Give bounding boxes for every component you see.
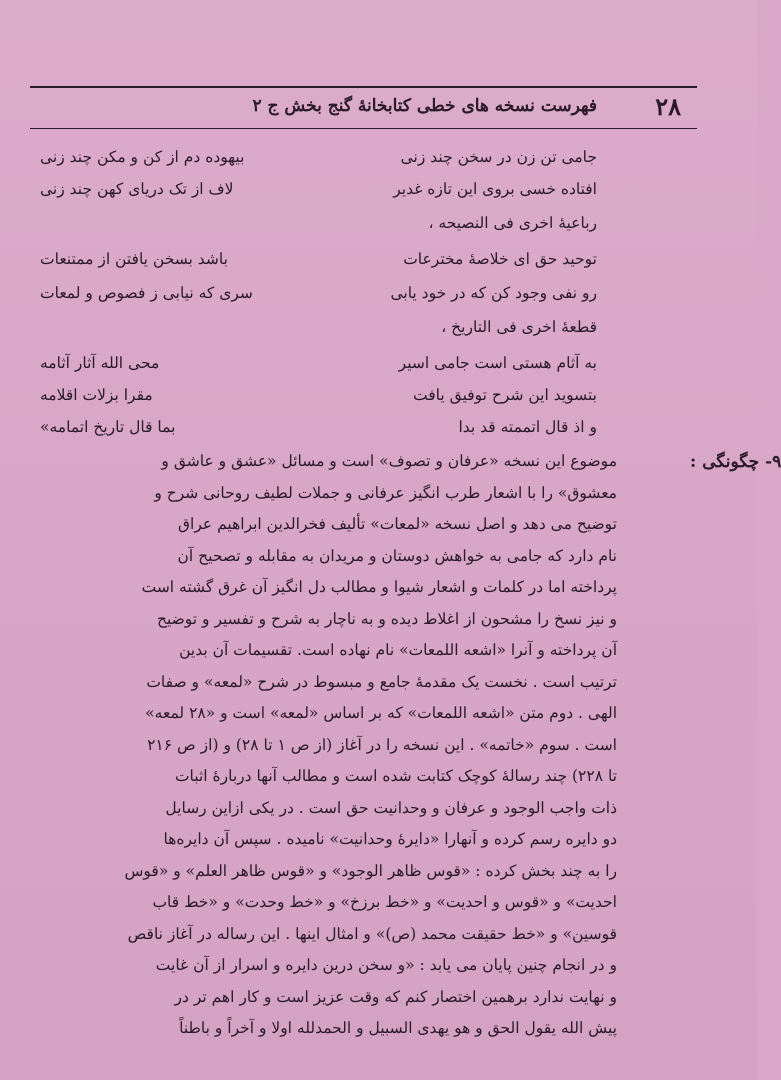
body-line: و در انجام چنین پایان می یابد : «و سخن درین دایره و اسرار از آن غایت	[155, 956, 617, 974]
body-line: پرداخته اما در کلمات و اشعار شیوا و مطالب دل انگیز آن غرق گشته است	[141, 578, 617, 596]
body-line: الهی . دوم متن «اشعه اللمعات» که بر اساس «لمعه» است و «۲۸ لمعه»	[145, 704, 617, 722]
body-line: ذات واجب الوجود و عرفان و وحدانیت حق است . در یکی ازاین رسایل	[165, 798, 617, 817]
verse-left: بیهوده دم از کن و مکن چند زنی	[40, 148, 245, 166]
verse-right: افتاده خسی بروی این تازه غدیر	[393, 180, 597, 198]
verse-left: سری که نیابی ز فصوص و لمعات	[40, 284, 253, 302]
body-line: و نهایت ندارد برهمین اختصار کنم که وقت عزیز است و کار اهم تر در	[174, 987, 617, 1006]
verse-right: بتسوید این شرح توفیق یافت	[413, 386, 597, 404]
verse-right: جامی تن زن در سخن چند زنی	[400, 148, 597, 166]
verse-right: به آثام هستی است جامی اسیر	[398, 354, 597, 372]
body-line: دو دایره رسم کرده و آنهارا «دایرهٔ وحدانیت» نامیده . سپس آن دایره‌ها	[163, 830, 617, 848]
body-line: موضوع این نسخه «عرفان و تصوف» است و مسائل «عشق و عاشق و	[161, 452, 617, 470]
verse-right: رو نفی وجود کن که در خود یابی	[390, 284, 597, 302]
body-line: است . سوم «خاتمه» . این نسخه را در آغاز (از ص ۱ تا ۲۸) و (از ص ۲۱۶	[147, 735, 617, 754]
body-line: نام دارد که جامی به خواهش دوستان و مریدان به مقابله و تصحیح آن	[177, 546, 617, 565]
verse-right: و اذ قال اتممته قد بدا	[458, 418, 597, 436]
verse-left: باشد بسخن یافتن از ممتنعات	[40, 250, 228, 268]
section-label: ۹- چگونگی :	[690, 452, 781, 472]
verse-left: مقرا بزلات اقلامه	[40, 386, 153, 404]
body-line: احدیت» و «قوس و احدیت» و «خط برزخ» و «خط وحدت» و «خط قاب	[152, 893, 617, 911]
page-title: فهرست نسخه های خطی کتابخانهٔ گنج بخش ج ۲	[252, 96, 597, 116]
page-header	[30, 86, 697, 129]
verse-left: لاف از تک دریای کهن چند زنی	[40, 180, 234, 198]
verse-left: بما قال تاریخ اتمامه»	[40, 418, 176, 436]
heading: قطعهٔ اخری فی التاریخ ،	[441, 318, 597, 336]
body-line: را به چند بخش کرده : «قوس ظاهر الوجود» و «قوس ظاهر العلم» و «قوس	[124, 861, 617, 880]
verse-right: توحید حق ای خلاصهٔ مخترعات	[403, 250, 597, 268]
body-line: پیش الله یقول الحق و هو یهدی السبیل و الحمدلله اولا و آخراً و باطناً	[179, 1019, 617, 1037]
body-line: معشوق» را با اشعار طرب انگیز عرفانی و جملات لطیف روحانی شرح و	[154, 483, 617, 502]
heading: رباعیهٔ اخری فی النصیحه ،	[428, 214, 597, 232]
body-line: ترتیب است . نخست یک مقدمهٔ جامع و مبسوط در شرح «لمعه» و صفات	[146, 672, 617, 691]
body-line: و نیز نسخ را مشحون از اغلاط دیده و به ناچار به شرح و تفسیر و توضیح	[156, 609, 617, 628]
body-line: توضیح می دهد و اصل نسخه «لمعات» تألیف فخرالدین ابراهیم عراق	[178, 515, 617, 533]
body-line: تا ۲۲۸) چند رسالهٔ کوچک کتابت شده است و مطالب آنها دربارهٔ اثبات	[174, 767, 617, 785]
page-number: ۲۸	[655, 92, 681, 121]
verse-left: محی الله آثار آثامه	[40, 354, 160, 372]
body-line: آن پرداخته و آنرا «اشعه اللمعات» نام نهاده است. تقسیمات آن بدین	[179, 641, 617, 659]
body-line: قوسین» و «خط حقیقت محمد (ص)» و امثال اینها . این رساله در آغاز ناقص	[127, 924, 617, 943]
